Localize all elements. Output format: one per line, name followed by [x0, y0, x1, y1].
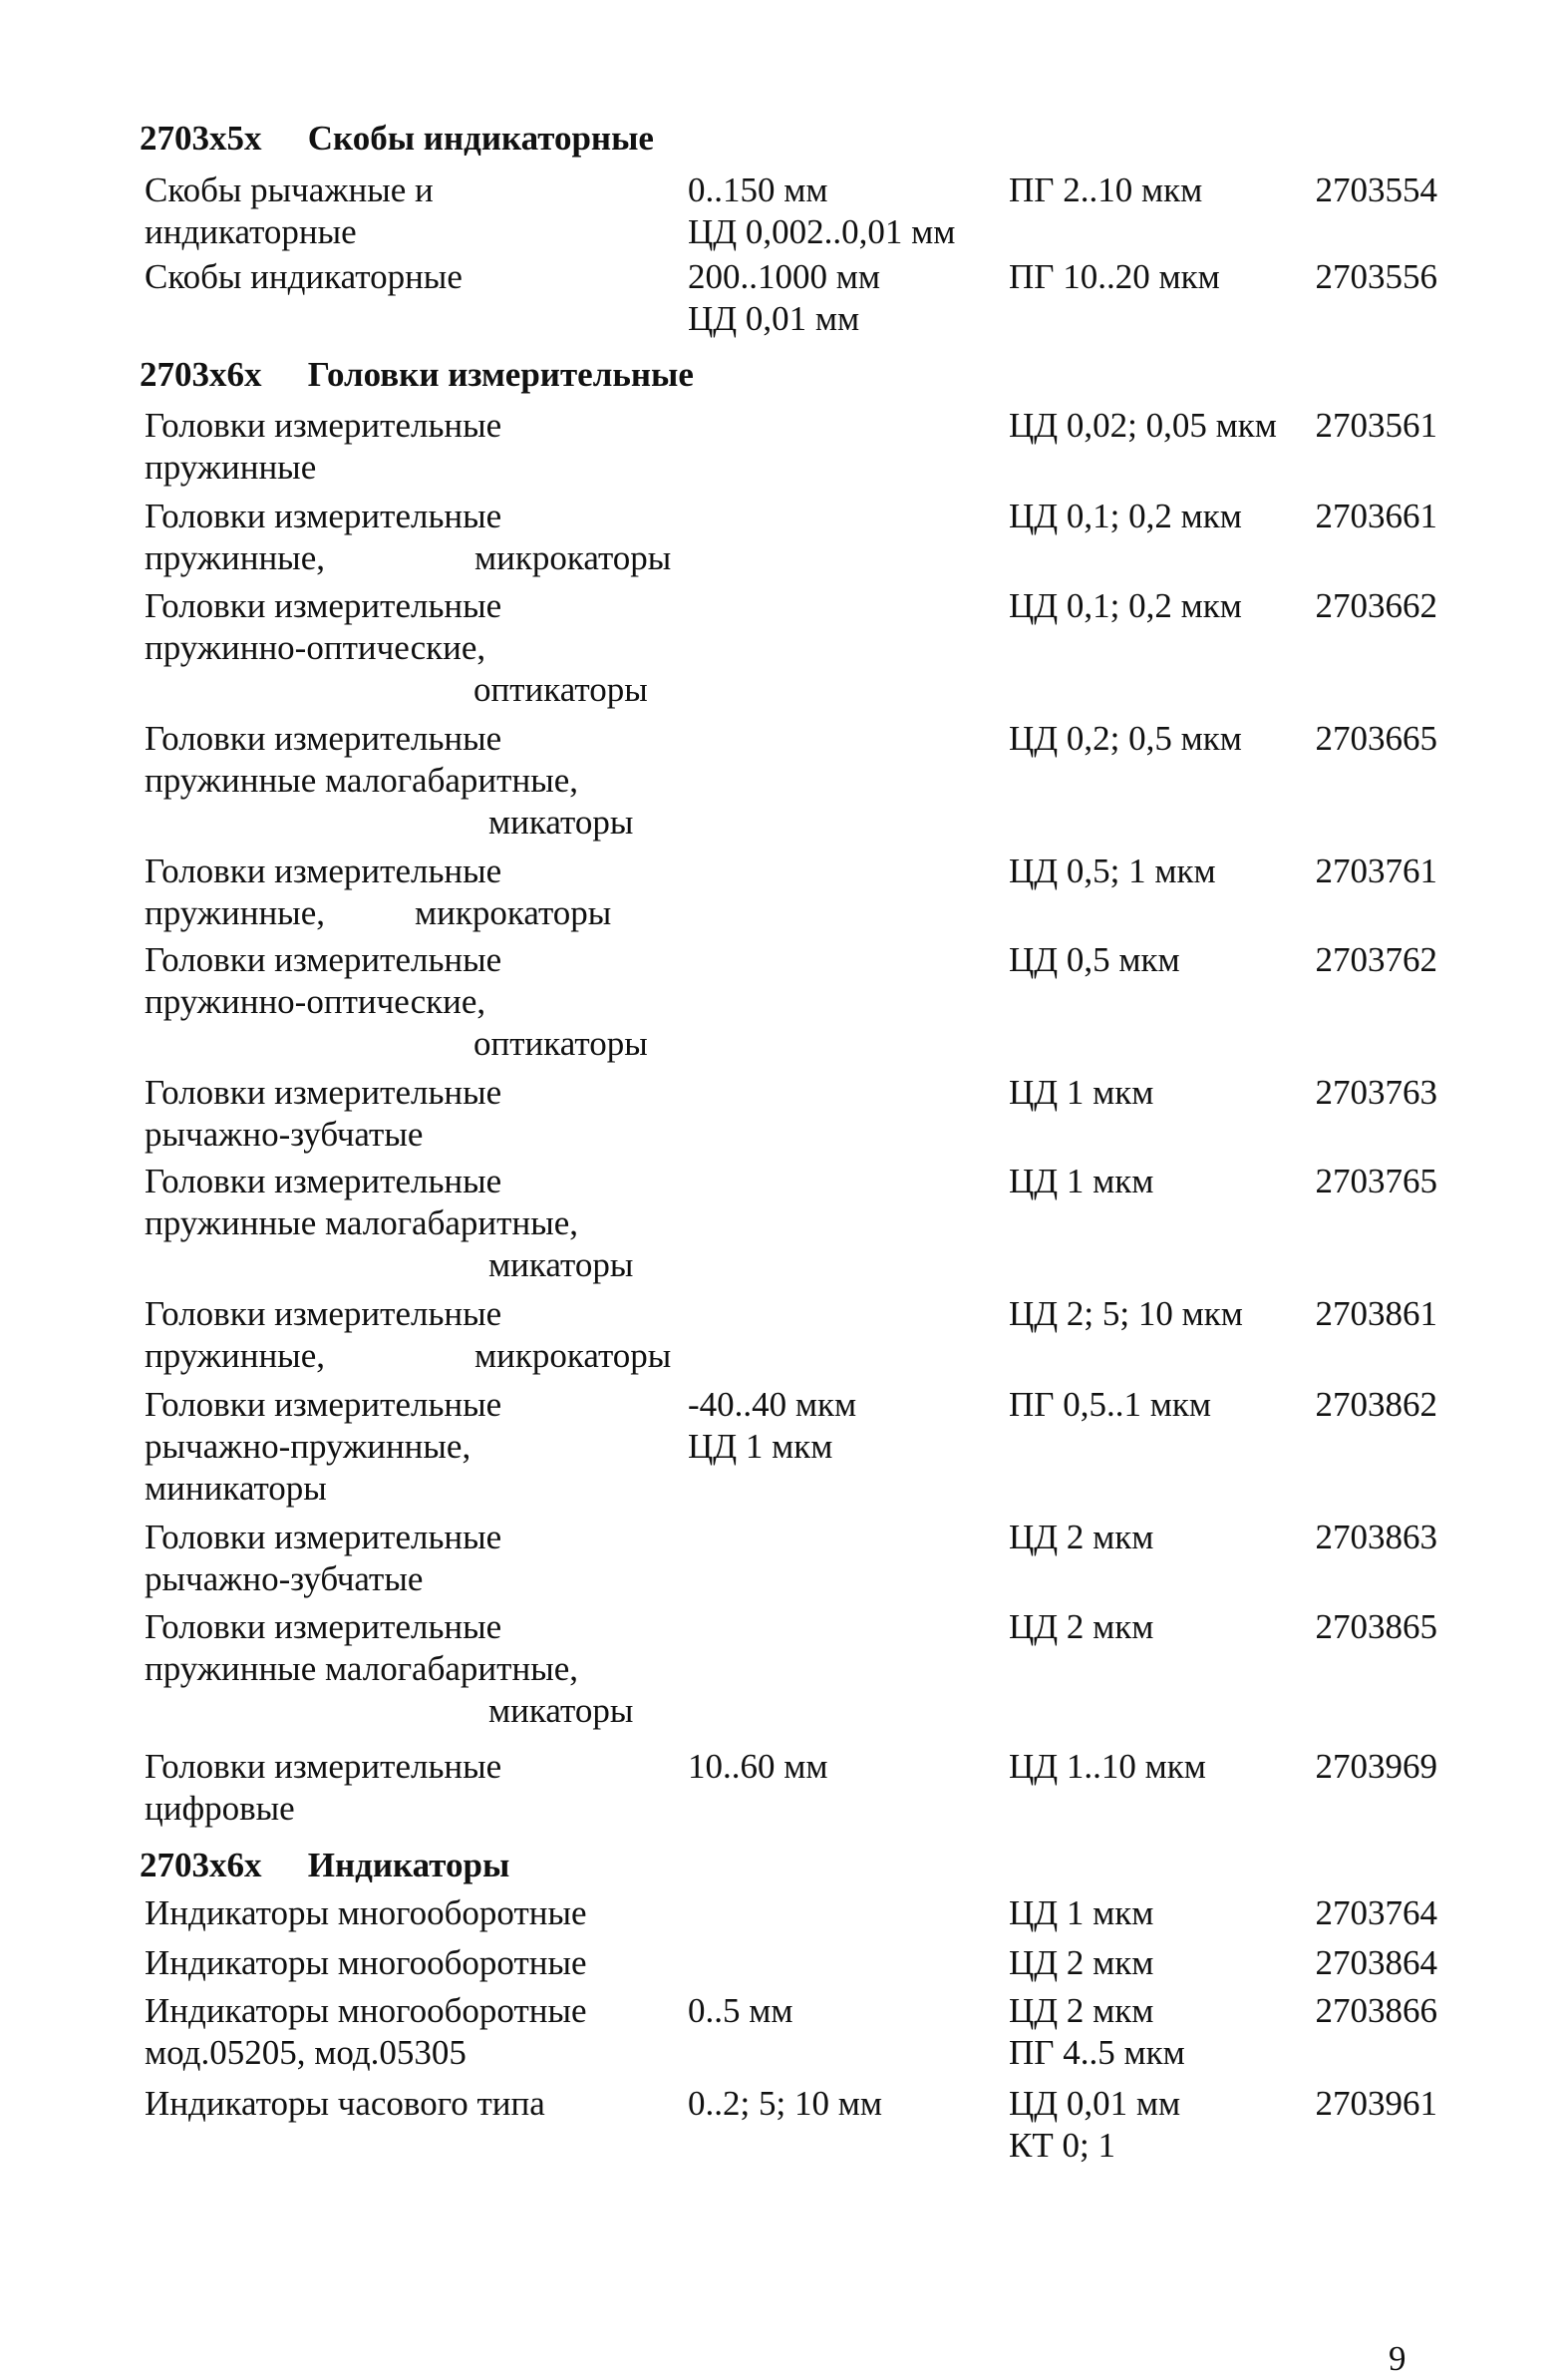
item-range: 0..2; 5; 10 мм [688, 2084, 882, 2123]
item-name: Индикаторы многооборотные мод.05205, мод.05305 [145, 1991, 587, 2072]
item-name: Головки измерительные рычажно-пружинные, миникаторы [145, 1385, 502, 1508]
item-name: Индикаторы многооборотные [145, 1943, 587, 1982]
item-division: ЦД 0,1; 0,2 мкм [1009, 586, 1242, 625]
item-code: 2703763 [1315, 1073, 1437, 1112]
section-code: 2703х6х [140, 1846, 262, 1884]
section-heading [140, 118, 654, 160]
item-range: 0..150 мм ЦД 0,002..0,01 мм [688, 170, 956, 251]
item-code: 2703764 [1315, 1893, 1437, 1932]
item-name: Индикаторы часового типа [145, 2084, 545, 2123]
item-code: 2703863 [1315, 1518, 1437, 1556]
item-name: Скобы индикаторные [145, 257, 463, 296]
item-code: 2703862 [1315, 1385, 1437, 1424]
item-division: ЦД 0,1; 0,2 мкм [1009, 497, 1242, 535]
section-title: Скобы индикаторные [307, 119, 654, 158]
item-division: ЦД 0,02; 0,05 мкм [1009, 406, 1277, 445]
item-division: ЦД 1 мкм [1009, 1073, 1154, 1112]
item-code: 2703866 [1315, 1991, 1437, 2030]
item-division: ЦД 0,5 мкм [1009, 940, 1180, 979]
item-code: 2703765 [1315, 1162, 1437, 1200]
item-code: 2703961 [1315, 2084, 1437, 2123]
item-name: Индикаторы многооборотные [145, 1893, 587, 1932]
item-division: ЦД 1..10 мкм [1009, 1747, 1206, 1786]
item-division: ЦД 0,01 мм КТ 0; 1 [1009, 2084, 1181, 2165]
item-code: 2703861 [1315, 1294, 1437, 1333]
item-division: ЦД 2 мкм [1009, 1518, 1154, 1556]
item-range: -40..40 мкм ЦД 1 мкм [688, 1385, 857, 1466]
item-division: ЦД 1 мкм [1009, 1893, 1154, 1932]
item-division: ЦД 2 мкм ПГ 4..5 мкм [1009, 1991, 1185, 2072]
item-division: ЦД 2 мкм [1009, 1607, 1154, 1646]
item-code: 2703662 [1315, 586, 1437, 625]
page-number: 9 [1389, 2339, 1406, 2378]
item-range: 200..1000 мм ЦД 0,01 мм [688, 257, 881, 338]
item-code: 2703554 [1315, 170, 1437, 209]
item-code: 2703761 [1315, 851, 1437, 890]
item-code: 2703661 [1315, 497, 1437, 535]
item-name: Головки измерительные пружинные, микрокаторы [145, 1294, 672, 1375]
item-code: 2703762 [1315, 940, 1437, 979]
section-title: Головки измерительные [307, 355, 694, 394]
item-code: 2703864 [1315, 1943, 1437, 1982]
item-name: Головки измерительные пружинные [145, 406, 502, 487]
section-heading [140, 354, 694, 396]
item-name: Скобы рычажные и индикаторные [145, 170, 434, 251]
item-code: 2703865 [1315, 1607, 1437, 1646]
item-name: Головки измерительные рычажно-зубчатые [145, 1518, 502, 1598]
item-division: ЦД 2 мкм [1009, 1943, 1154, 1982]
item-name: Головки измерительные пружинно-оптические, оптикаторы [145, 940, 648, 1063]
item-division: ЦД 0,2; 0,5 мкм [1009, 719, 1242, 758]
item-range: 0..5 мм [688, 1991, 793, 2030]
item-code: 2703665 [1315, 719, 1437, 758]
item-division: ЦД 0,5; 1 мкм [1009, 851, 1216, 890]
item-code: 2703561 [1315, 406, 1437, 445]
item-name: Головки измерительные пружинные малогабаритные, микаторы [145, 1607, 634, 1730]
item-division: ПГ 0,5..1 мкм [1009, 1385, 1212, 1424]
item-range: 10..60 мм [688, 1747, 828, 1786]
item-name: Головки измерительные пружинные, микрокаторы [145, 497, 672, 577]
item-division: ПГ 10..20 мкм [1009, 257, 1220, 296]
item-name: Головки измерительные рычажно-зубчатые [145, 1073, 502, 1154]
section-code: 2703х5х [140, 119, 262, 158]
item-name: Головки измерительные цифровые [145, 1747, 502, 1828]
item-division: ЦД 2; 5; 10 мкм [1009, 1294, 1243, 1333]
item-name: Головки измерительные пружинно-оптические, оптикаторы [145, 586, 648, 709]
item-code: 2703969 [1315, 1747, 1437, 1786]
section-heading [140, 1845, 509, 1886]
item-code: 2703556 [1315, 257, 1437, 296]
item-name: Головки измерительные пружинные малогабаритные, микаторы [145, 719, 634, 842]
item-division: ПГ 2..10 мкм [1009, 170, 1203, 209]
item-name: Головки измерительные пружинные малогабаритные, микаторы [145, 1162, 634, 1284]
section-title: Индикаторы [307, 1846, 510, 1884]
item-division: ЦД 1 мкм [1009, 1162, 1154, 1200]
section-code: 2703х6х [140, 355, 262, 394]
item-name: Головки измерительные пружинные, микрокаторы [145, 851, 612, 932]
